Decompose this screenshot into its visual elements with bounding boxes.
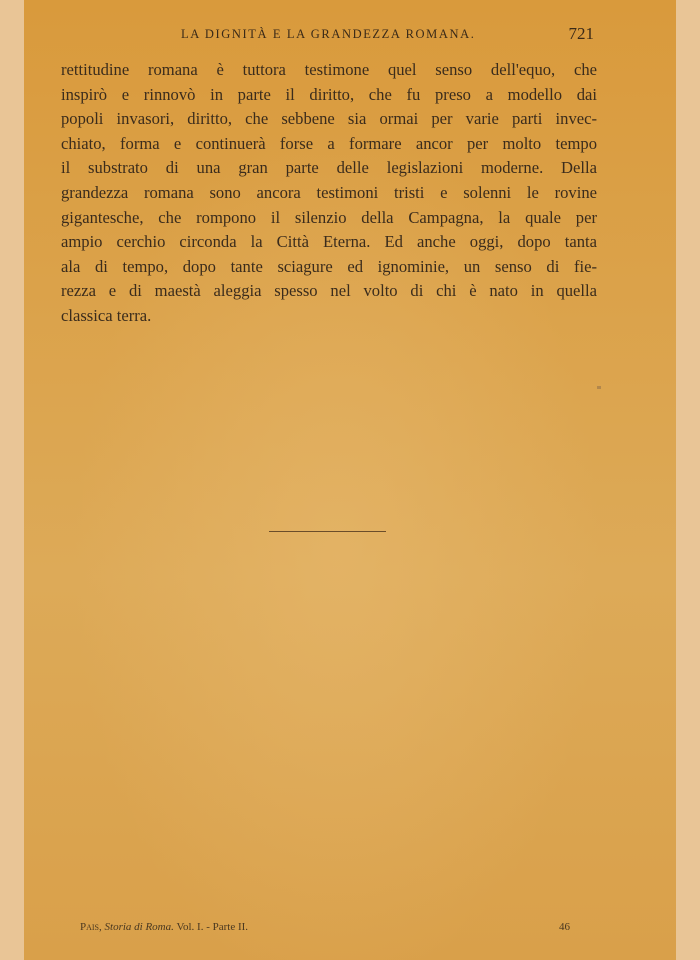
footer-volume: Vol. I. - Parte II. xyxy=(176,921,249,933)
text-line: classica terra. xyxy=(61,305,152,325)
text-line: popoli invasori, diritto, che sebbene sia ormai per varie parti invec- xyxy=(61,109,597,129)
text-line: chiato, forma e continuerà forse a formare ancor per molto tempo xyxy=(61,133,597,153)
page-margin-right xyxy=(676,0,700,960)
text-line: ampio cerchio circonda la Città Eterna. Ed anche oggi, dopo tanta xyxy=(61,232,597,252)
paper-speck xyxy=(597,386,601,389)
text-line: inspirò e rinnovò in parte il diritto, che fu preso a modello dai xyxy=(61,84,597,104)
page-header xyxy=(24,24,676,46)
text-line: grandezza romana sono ancora testimoni tristi e solenni le rovine xyxy=(61,182,597,202)
page-margin-left xyxy=(0,0,24,960)
section-divider xyxy=(269,531,386,532)
text-line: gigantesche, che rompono il silenzio della Campagna, la quale per xyxy=(61,207,597,227)
printer-signature: 46 xyxy=(559,921,570,933)
footer-book-title: Storia di Roma. xyxy=(104,921,174,933)
book-page xyxy=(24,0,676,960)
running-title: LA DIGNITÀ E LA GRANDEZZA ROMANA. xyxy=(181,27,476,41)
footer-author: Pais, xyxy=(80,921,102,933)
text-line: rezza e di maestà aleggia spesso nel volto di chi è nato in quella xyxy=(61,281,597,301)
page-footer xyxy=(80,921,248,933)
text-line: il substrato di una gran parte delle legislazioni moderne. Della xyxy=(61,158,597,178)
body-paragraph xyxy=(61,58,597,329)
text-line: rettitudine romana è tuttora testimone quel senso dell'equo, che xyxy=(61,60,597,79)
page-number: 721 xyxy=(568,24,594,43)
text-line: ala di tempo, dopo tante sciagure ed ignominie, un senso di fie- xyxy=(61,256,597,276)
